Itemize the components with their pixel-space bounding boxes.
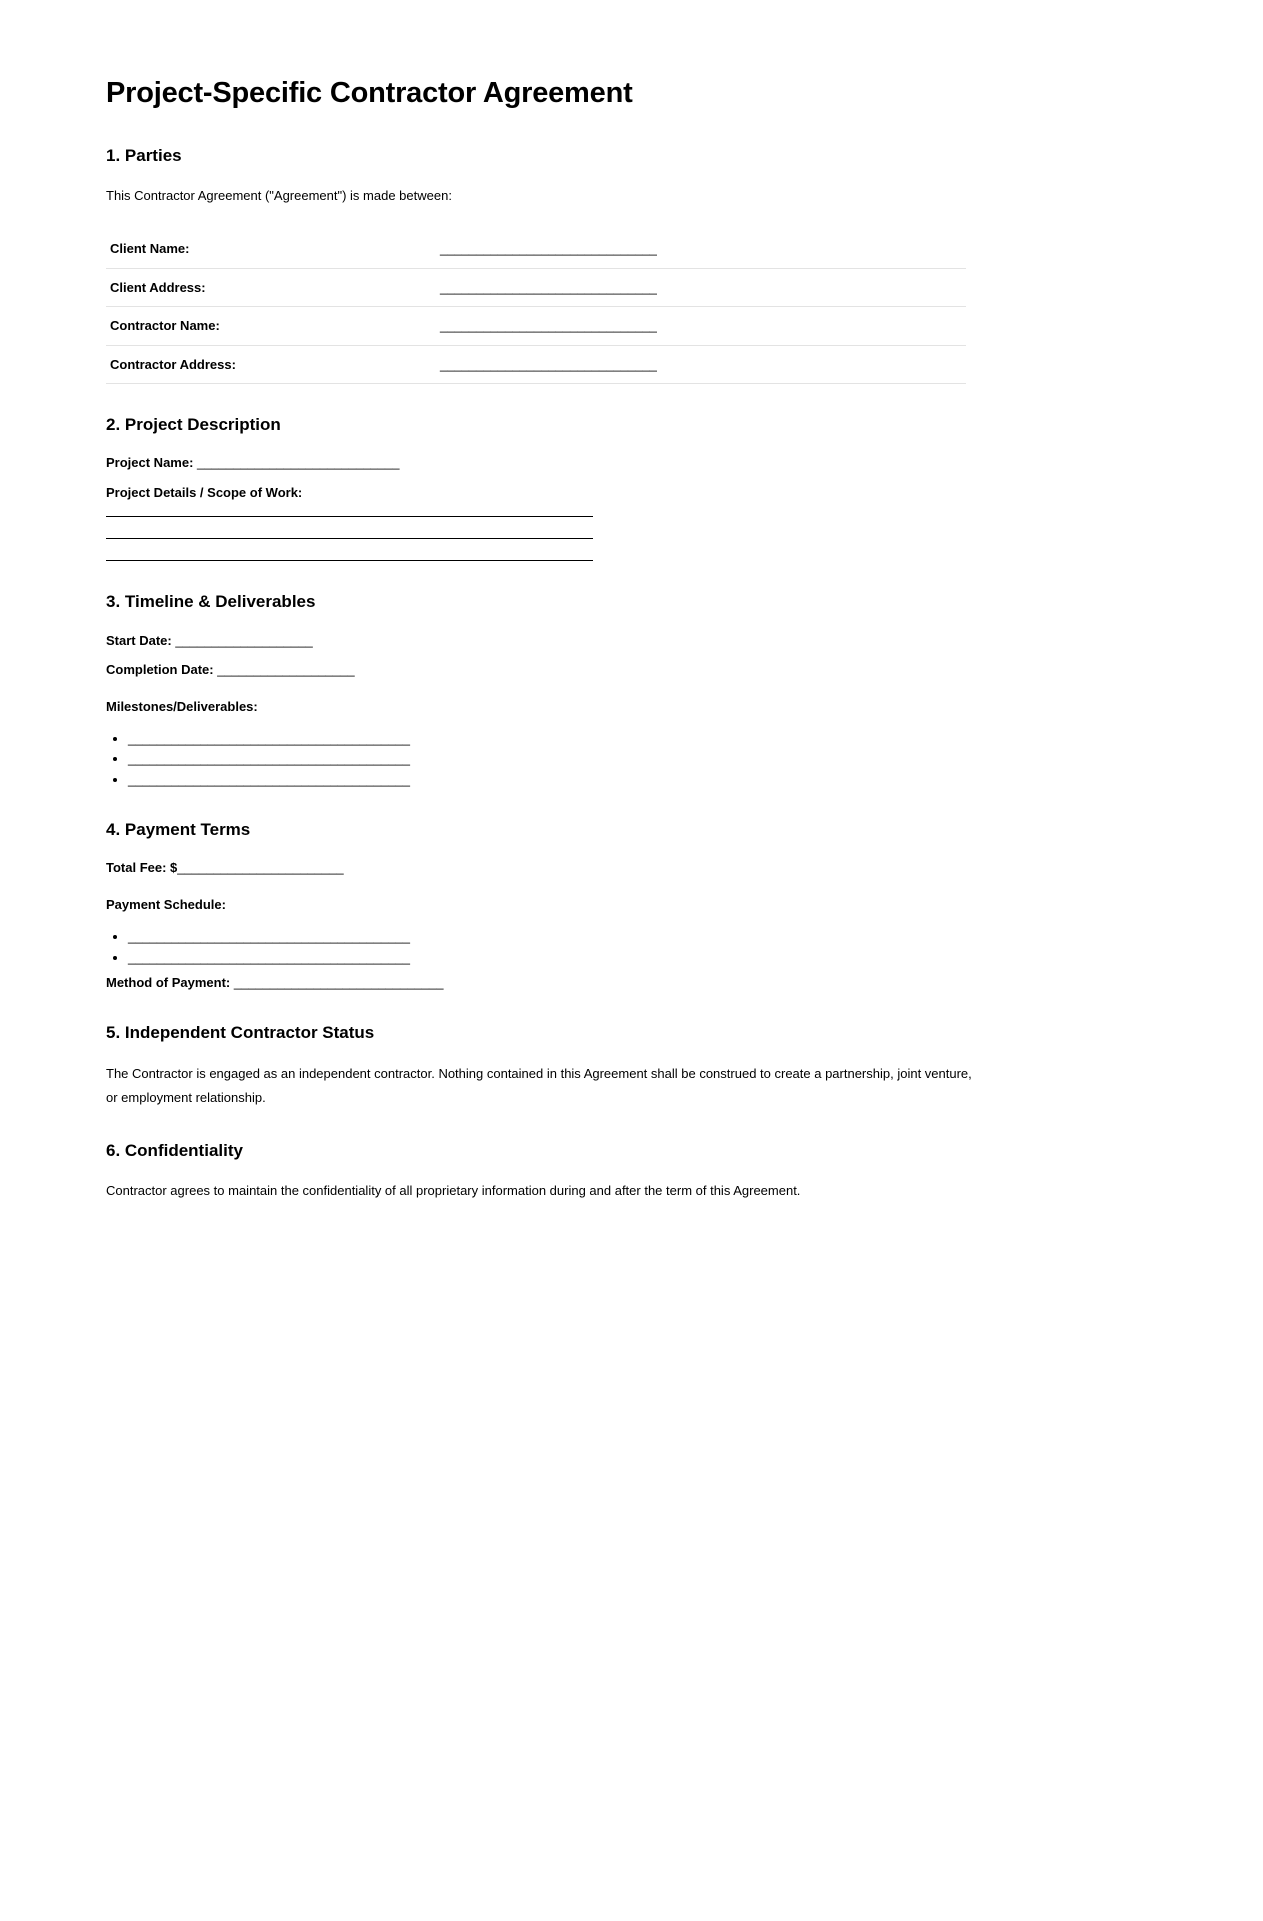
milestone-blank: _______________________________________ [128, 730, 410, 746]
blank-field: ______________________________ [440, 356, 657, 372]
total-fee-field[interactable] [106, 858, 1163, 878]
table-row [106, 307, 966, 346]
completion-date-field[interactable] [106, 660, 1163, 680]
start-date-label: Start Date: [106, 632, 172, 648]
list-item[interactable] [128, 949, 1163, 967]
list-item[interactable] [128, 928, 1163, 946]
section-heading-confidentiality: 6. Confidentiality [106, 1140, 243, 1160]
method-of-payment-blank: _____________________________ [230, 974, 444, 990]
scope-of-work-lines [106, 516, 1163, 561]
payment-schedule-blank: _______________________________________ [128, 929, 410, 945]
milestones-label: Milestones/Deliverables: [106, 698, 258, 714]
scope-line[interactable] [106, 538, 593, 539]
method-of-payment-field[interactable] [106, 973, 1163, 993]
completion-date-label: Completion Date: [106, 662, 214, 678]
independent-contractor-status-text: The Contractor is engaged as an independent contractor. Nothing contained in this Agreement shall be construed to create a partnership, joint venture, or employment relationship. [106, 1065, 972, 1105]
milestone-blank: _______________________________________ [128, 751, 410, 767]
total-fee-blank: _______________________ [177, 860, 344, 876]
completion-date-blank: ___________________ [213, 662, 355, 678]
parties-intro-text: This Contractor Agreement ("Agreement") is made between: [106, 188, 452, 204]
page-title: Project-Specific Contractor Agreement [106, 77, 633, 109]
section-heading-parties: 1. Parties [106, 145, 182, 165]
method-of-payment-label: Method of Payment: [106, 974, 231, 990]
scope-line[interactable] [106, 516, 593, 517]
start-date-blank: ___________________ [171, 632, 313, 648]
parties-row-label: Contractor Name: [106, 307, 436, 346]
payment-schedule-list [106, 928, 1163, 967]
payment-schedule-label: Payment Schedule: [106, 896, 226, 912]
total-fee-label: Total Fee: $ [106, 860, 178, 876]
section-heading-payment-terms: 4. Payment Terms [106, 820, 251, 840]
list-item[interactable] [128, 730, 1163, 748]
table-row [106, 345, 966, 384]
parties-table [106, 230, 966, 384]
project-name-blank: ____________________________ [193, 455, 400, 471]
section-heading-timeline: 3. Timeline & Deliverables [106, 592, 316, 612]
table-row [106, 268, 966, 307]
parties-row-label: Contractor Address: [106, 345, 436, 384]
parties-row-label: Client Address: [106, 268, 436, 307]
confidentiality-text: Contractor agrees to maintain the confidentiality of all proprietary information during and after the term of this Agreement. [106, 1183, 801, 1199]
milestones-list [106, 730, 1163, 789]
project-name-field[interactable] [106, 453, 1163, 473]
parties-row-blank[interactable] [436, 268, 966, 307]
parties-row-blank[interactable] [436, 307, 966, 346]
list-item[interactable] [128, 750, 1163, 768]
parties-row-blank[interactable] [436, 345, 966, 384]
start-date-field[interactable] [106, 631, 1163, 651]
scope-line[interactable] [106, 560, 593, 561]
parties-row-label: Client Name: [106, 230, 436, 268]
scope-of-work-label: Project Details / Scope of Work: [106, 484, 303, 500]
parties-row-blank[interactable] [436, 230, 966, 268]
project-name-label: Project Name: [106, 455, 194, 471]
blank-field: ______________________________ [440, 318, 657, 334]
milestone-blank: _______________________________________ [128, 771, 410, 787]
blank-field: ______________________________ [440, 279, 657, 295]
list-item[interactable] [128, 771, 1163, 789]
blank-field: ______________________________ [440, 241, 657, 257]
payment-schedule-blank: _______________________________________ [128, 949, 410, 965]
section-heading-project-description: 2. Project Description [106, 415, 281, 435]
table-row [106, 230, 966, 268]
section-heading-independent-contractor-status: 5. Independent Contractor Status [106, 1023, 375, 1043]
